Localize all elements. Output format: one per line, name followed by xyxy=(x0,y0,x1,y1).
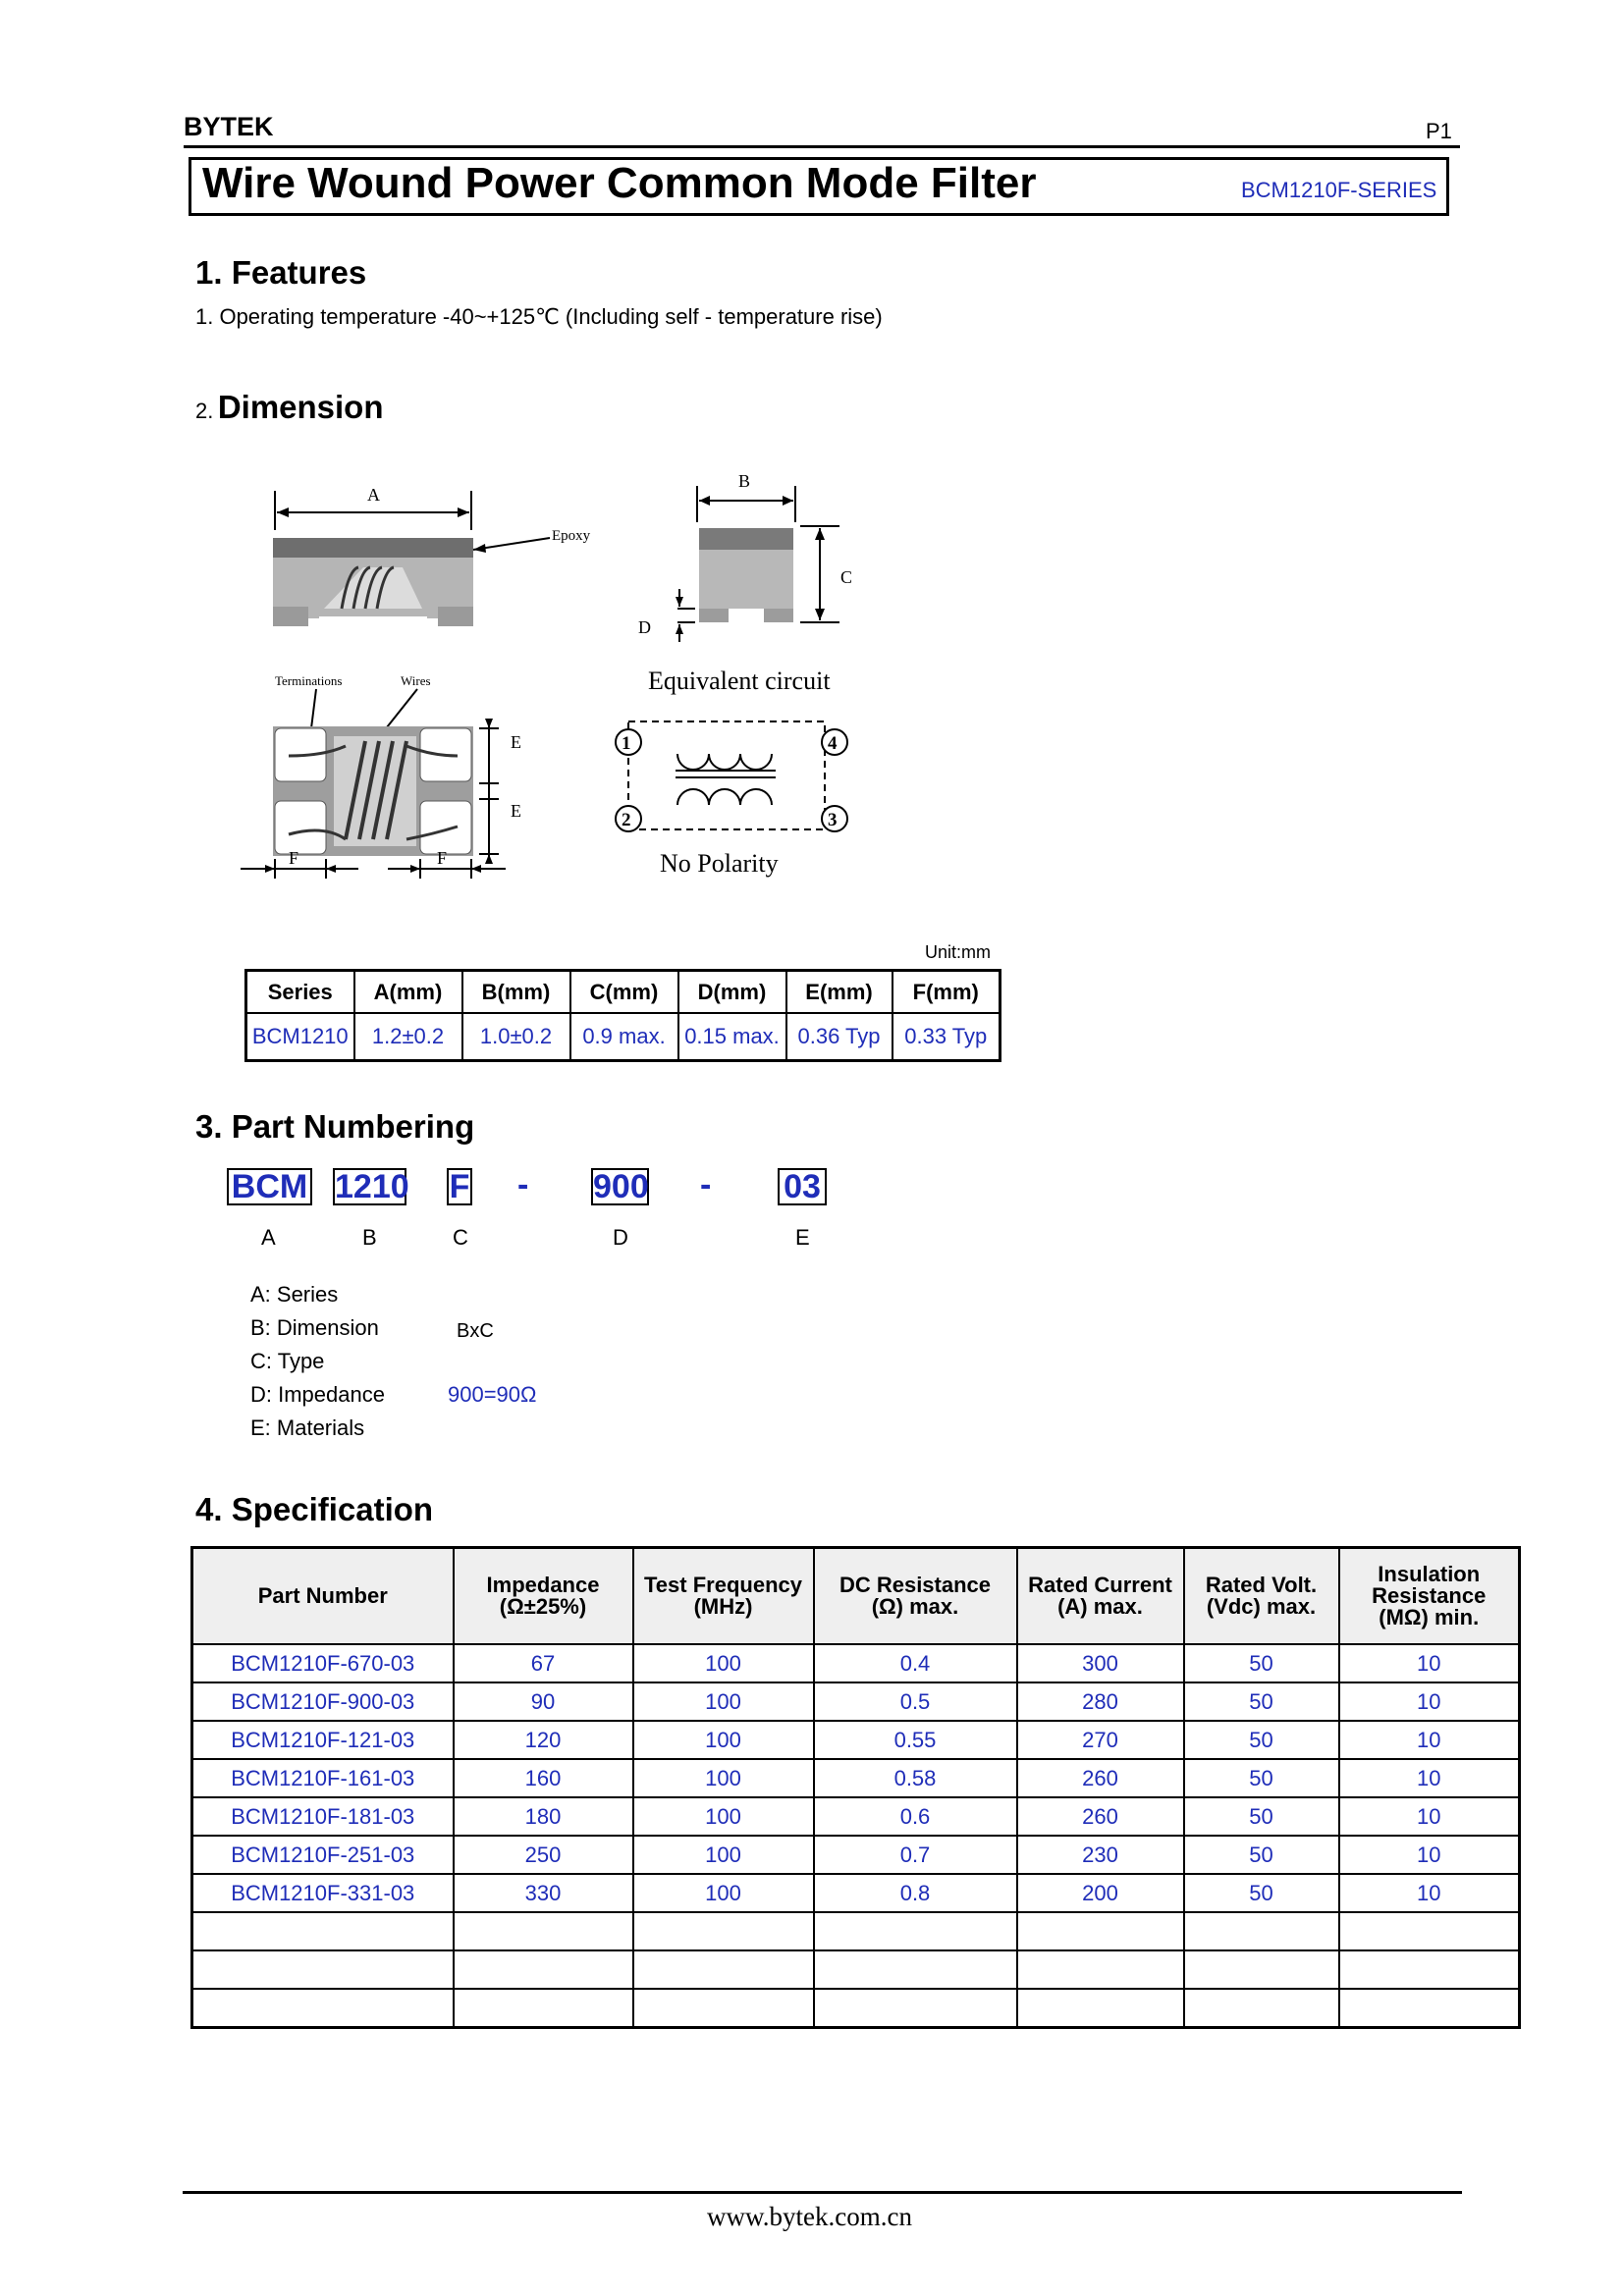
dimension-heading xyxy=(195,389,384,426)
table-cell: 250 xyxy=(454,1836,633,1874)
table-cell: 0.58 xyxy=(814,1759,1017,1797)
table-cell: BCM1210F-251-03 xyxy=(192,1836,454,1874)
brand-name: BYTEK xyxy=(184,112,274,141)
table-cell: 100 xyxy=(633,1682,814,1721)
dim-cell: 1.2±0.2 xyxy=(354,1013,462,1061)
table-cell xyxy=(1017,1989,1184,2028)
dimension-table-row xyxy=(246,1013,1001,1061)
header-line: DC Resistance xyxy=(839,1573,992,1597)
dim-cell: 0.36 Typ xyxy=(786,1013,893,1061)
legend-impedance-value: 900=90Ω xyxy=(448,1382,537,1407)
unit-label: Unit:mm xyxy=(925,942,991,962)
table-cell: 50 xyxy=(1184,1644,1339,1682)
equivalent-circuit-drawing xyxy=(616,667,847,878)
table-cell xyxy=(1339,1950,1520,1989)
dimension-heading-number: 2. xyxy=(195,399,214,423)
page-number: P1 xyxy=(1426,119,1452,143)
legend-materials: E: Materials xyxy=(250,1415,365,1440)
table-cell xyxy=(192,1989,454,2028)
dimension-drawing xyxy=(226,461,913,893)
table-cell: BCM1210F-331-03 xyxy=(192,1874,454,1912)
table-cell: 260 xyxy=(1017,1797,1184,1836)
spec-table-body xyxy=(192,1644,1520,2028)
part-numbering-heading: 3. Part Numbering xyxy=(195,1108,475,1145)
header-line: (Ω±25%) xyxy=(499,1594,587,1619)
part-code-letter-d: D xyxy=(613,1225,628,1250)
table-cell: 280 xyxy=(1017,1682,1184,1721)
dim-cell: 0.9 max. xyxy=(570,1013,678,1061)
dim-header-cell: E(mm) xyxy=(786,971,893,1014)
table-cell: 10 xyxy=(1339,1721,1520,1759)
table-row xyxy=(192,1912,1520,1950)
table-cell xyxy=(1339,1989,1520,2028)
header-rule xyxy=(184,145,1460,148)
table-row xyxy=(192,1644,1520,1682)
table-row xyxy=(192,1759,1520,1797)
part-code-dash: - xyxy=(700,1166,712,1203)
table-cell: 300 xyxy=(1017,1644,1184,1682)
table-row xyxy=(192,1797,1520,1836)
specification-table xyxy=(190,1546,1521,2029)
table-cell: 100 xyxy=(633,1644,814,1682)
table-cell: 67 xyxy=(454,1644,633,1682)
table-cell xyxy=(633,1912,814,1950)
dim-label-f2: F xyxy=(437,848,448,868)
header-line: Insulation xyxy=(1378,1562,1481,1586)
table-row xyxy=(192,1874,1520,1912)
dimension-table xyxy=(244,969,1001,1062)
end-view-drawing xyxy=(638,471,852,642)
spec-header-part-number xyxy=(192,1548,454,1645)
equivalent-circuit-label: Equivalent circuit xyxy=(648,667,831,695)
pin-1-label: 1 xyxy=(622,733,631,754)
header-line: Resistance xyxy=(1372,1583,1487,1608)
legend-dimension: B: Dimension xyxy=(250,1315,379,1340)
table-cell: 0.55 xyxy=(814,1721,1017,1759)
table-cell: 100 xyxy=(633,1721,814,1759)
table-cell: BCM1210F-121-03 xyxy=(192,1721,454,1759)
specification-heading: 4. Specification xyxy=(195,1491,434,1527)
part-code-materials-box: 03 xyxy=(778,1168,827,1205)
spec-header-row xyxy=(192,1548,1520,1645)
header-line: Rated Current xyxy=(1028,1573,1172,1597)
table-cell: 0.5 xyxy=(814,1682,1017,1721)
footer-rule xyxy=(183,2191,1462,2194)
table-cell: 50 xyxy=(1184,1721,1339,1759)
spec-header-rated-current xyxy=(1017,1548,1184,1645)
part-code-letter-c: C xyxy=(453,1225,468,1250)
part-code-letter-e: E xyxy=(795,1225,810,1250)
dim-cell: BCM1210 xyxy=(246,1013,354,1061)
terminations-label: Terminations xyxy=(275,673,343,688)
part-code-dimension-box: 1210 xyxy=(335,1168,409,1205)
table-cell: BCM1210F-670-03 xyxy=(192,1644,454,1682)
part-code-impedance-box: 900 xyxy=(593,1168,649,1205)
dim-cell: 0.15 max. xyxy=(678,1013,786,1061)
table-cell xyxy=(454,1912,633,1950)
dim-header-cell: C(mm) xyxy=(570,971,678,1014)
table-cell: 100 xyxy=(633,1836,814,1874)
table-cell: 180 xyxy=(454,1797,633,1836)
table-cell: 10 xyxy=(1339,1759,1520,1797)
spec-header-impedance xyxy=(454,1548,633,1645)
table-cell xyxy=(1339,1912,1520,1950)
table-cell: 100 xyxy=(633,1797,814,1836)
table-cell xyxy=(633,1950,814,1989)
table-cell: 10 xyxy=(1339,1874,1520,1912)
table-cell: 50 xyxy=(1184,1759,1339,1797)
table-cell: 100 xyxy=(633,1759,814,1797)
table-cell xyxy=(1017,1950,1184,1989)
dim-header-cell: Series xyxy=(246,971,354,1014)
table-cell: BCM1210F-181-03 xyxy=(192,1797,454,1836)
table-cell: 50 xyxy=(1184,1874,1339,1912)
table-row xyxy=(192,1682,1520,1721)
page-title: Wire Wound Power Common Mode Filter xyxy=(202,159,1037,207)
table-cell xyxy=(1184,1989,1339,2028)
legend-type: C: Type xyxy=(250,1349,325,1373)
dim-cell: 1.0±0.2 xyxy=(462,1013,570,1061)
dimension-table-header xyxy=(246,971,1001,1014)
table-cell: 270 xyxy=(1017,1721,1184,1759)
table-cell: BCM1210F-900-03 xyxy=(192,1682,454,1721)
side-view-drawing xyxy=(273,485,591,628)
dim-header-cell: D(mm) xyxy=(678,971,786,1014)
table-cell: 260 xyxy=(1017,1759,1184,1797)
dim-cell: 0.33 Typ xyxy=(893,1013,1001,1061)
legend-dimension-value: BxC xyxy=(457,1320,494,1342)
header-line: (A) max. xyxy=(1057,1594,1143,1619)
table-cell xyxy=(1017,1912,1184,1950)
dim-header-cell: A(mm) xyxy=(354,971,462,1014)
dim-label-f1: F xyxy=(289,848,299,868)
part-code-type-box: F xyxy=(447,1168,472,1205)
table-cell: 120 xyxy=(454,1721,633,1759)
part-code-dash: - xyxy=(517,1166,529,1203)
table-cell: 10 xyxy=(1339,1682,1520,1721)
table-cell: 330 xyxy=(454,1874,633,1912)
header-line: (MΩ) min. xyxy=(1379,1605,1480,1629)
feature-item-1: 1. Operating temperature -40~+125℃ (Including self - temperature rise) xyxy=(195,304,883,329)
dimension-heading-text: Dimension xyxy=(217,389,384,425)
legend-impedance: D: Impedance xyxy=(250,1382,385,1407)
dim-header-cell: B(mm) xyxy=(462,971,570,1014)
table-cell: 200 xyxy=(1017,1874,1184,1912)
spec-header-insulation-resistance xyxy=(1339,1548,1520,1645)
table-cell: 0.6 xyxy=(814,1797,1017,1836)
wires-label: Wires xyxy=(401,673,431,688)
table-cell xyxy=(1184,1912,1339,1950)
pin-2-label: 2 xyxy=(622,810,631,830)
table-cell: 0.4 xyxy=(814,1644,1017,1682)
table-cell: 10 xyxy=(1339,1797,1520,1836)
table-cell: BCM1210F-161-03 xyxy=(192,1759,454,1797)
table-cell xyxy=(633,1989,814,2028)
header-line: Test Frequency xyxy=(644,1573,802,1597)
no-polarity-label: No Polarity xyxy=(660,849,779,878)
table-cell xyxy=(192,1950,454,1989)
table-cell: 10 xyxy=(1339,1644,1520,1682)
table-cell: 160 xyxy=(454,1759,633,1797)
dim-label-c: C xyxy=(840,567,853,587)
table-row xyxy=(192,1836,1520,1874)
features-heading: 1. Features xyxy=(195,254,367,291)
table-cell xyxy=(814,1912,1017,1950)
top-view-drawing xyxy=(241,673,521,879)
table-cell: 90 xyxy=(454,1682,633,1721)
table-cell: 50 xyxy=(1184,1682,1339,1721)
header-line: (MHz) xyxy=(693,1594,753,1619)
dim-header-cell: F(mm) xyxy=(893,971,1001,1014)
header-line: (Ω) max. xyxy=(871,1594,959,1619)
dim-label-a: A xyxy=(367,485,380,505)
spec-header-rated-volt xyxy=(1184,1548,1339,1645)
epoxy-label: Epoxy xyxy=(552,528,591,544)
table-cell: 230 xyxy=(1017,1836,1184,1874)
table-cell xyxy=(192,1912,454,1950)
spec-header-test-frequency xyxy=(633,1548,814,1645)
table-cell xyxy=(814,1950,1017,1989)
table-cell: 100 xyxy=(633,1874,814,1912)
dim-label-b: B xyxy=(738,471,751,491)
table-cell: 0.7 xyxy=(814,1836,1017,1874)
part-code-letter-a: A xyxy=(261,1225,276,1250)
part-code-series-box: BCM xyxy=(227,1168,312,1205)
pin-4-label: 4 xyxy=(828,733,838,754)
series-label: BCM1210F-SERIES xyxy=(1241,178,1437,202)
header-line: Part Number xyxy=(257,1583,388,1608)
table-cell: 0.8 xyxy=(814,1874,1017,1912)
pin-3-label: 3 xyxy=(828,810,838,830)
dim-label-e1: E xyxy=(511,732,521,752)
table-cell xyxy=(454,1950,633,1989)
table-cell xyxy=(1184,1950,1339,1989)
legend-series: A: Series xyxy=(250,1282,339,1307)
table-cell: 10 xyxy=(1339,1836,1520,1874)
footer-url: www.bytek.com.cn xyxy=(707,2202,912,2231)
part-code-letter-b: B xyxy=(362,1225,377,1250)
spec-header-dc-resistance xyxy=(814,1548,1017,1645)
header-line: Impedance xyxy=(486,1573,600,1597)
dim-label-d: D xyxy=(638,617,651,637)
table-cell: 50 xyxy=(1184,1797,1339,1836)
table-cell xyxy=(814,1989,1017,2028)
table-row xyxy=(192,1950,1520,1989)
table-row xyxy=(192,1989,1520,2028)
dim-label-e2: E xyxy=(511,801,521,821)
table-row xyxy=(192,1721,1520,1759)
table-cell: 50 xyxy=(1184,1836,1339,1874)
table-cell xyxy=(454,1989,633,2028)
header-line: (Vdc) max. xyxy=(1206,1594,1317,1619)
header-line: Rated Volt. xyxy=(1205,1573,1318,1597)
